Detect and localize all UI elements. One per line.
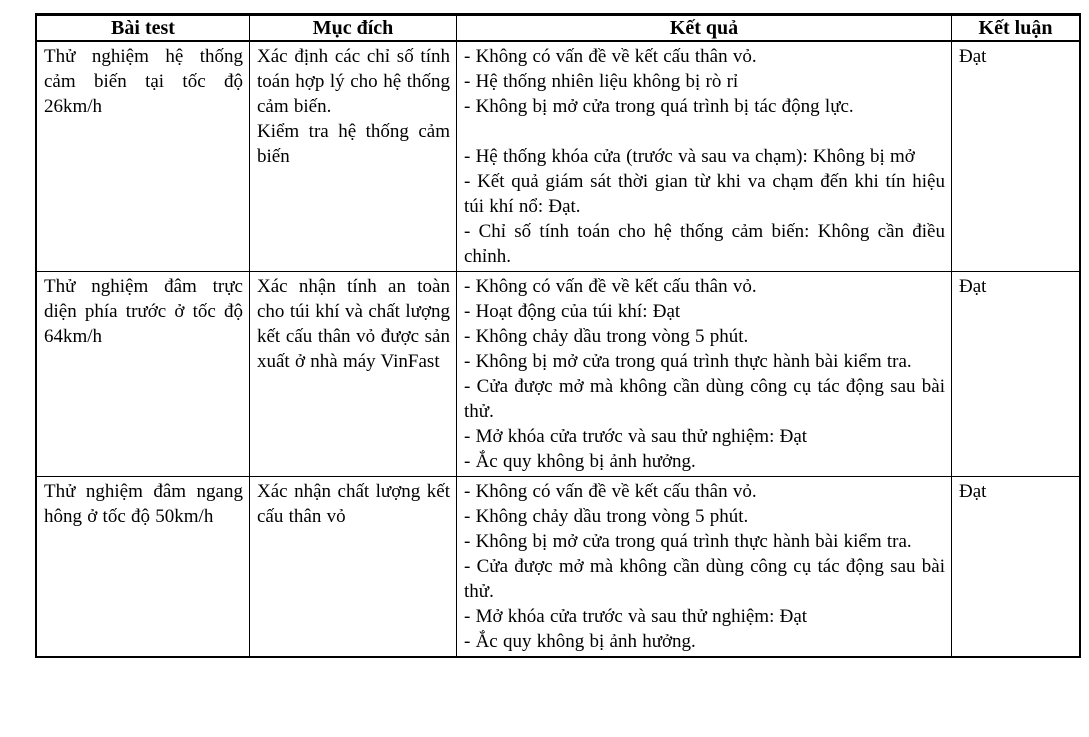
paragraph: Xác nhận tính an toàn cho túi khí và chất lượng kết cấu thân vỏ được sản xuất ở nhà máy VinFast (257, 276, 450, 372)
header-bai-test: Bài test (36, 15, 250, 42)
paragraph: Xác nhận chất lượng kết cấu thân vỏ (257, 481, 450, 527)
paragraph: - Chỉ số tính toán cho hệ thống cảm biến: Không cần điều chỉnh. (464, 221, 945, 267)
cell-bai-test (36, 272, 250, 477)
paragraph: - Ắc quy không bị ảnh hưởng. (464, 451, 696, 472)
paragraph: - Không bị mở cửa trong quá trình thực hành bài kiểm tra. (464, 351, 912, 372)
paragraph: - Hệ thống khóa cửa (trước và sau va chạm): Không bị mở (464, 146, 915, 167)
table-header (36, 15, 1080, 42)
cell-muc-dich (250, 41, 457, 272)
paragraph: - Ắc quy không bị ảnh hưởng. (464, 631, 696, 652)
header-row (36, 15, 1080, 42)
paragraph: - Mở khóa cửa trước và sau thử nghiệm: Đạt (464, 606, 808, 627)
test-results-table (35, 13, 1081, 658)
cell-ket-qua (457, 41, 952, 272)
cell-ket-qua (457, 272, 952, 477)
paragraph: - Kết quả giám sát thời gian từ khi va chạm đến khi tín hiệu túi khí nổ: Đạt. (464, 171, 945, 217)
paragraph: Thử nghiệm đâm ngang hông ở tốc độ 50km/h (44, 481, 243, 527)
cell-muc-dich (250, 272, 457, 477)
paragraph: Xác định các chỉ số tính toán hợp lý cho hệ thống cảm biến. (257, 46, 450, 117)
paragraph: - Không có vấn đề về kết cấu thân vỏ. (464, 46, 757, 67)
paragraph: - Không bị mở cửa trong quá trình bị tác động lực. (464, 96, 854, 117)
cell-ket-luan (952, 272, 1081, 477)
paragraph: Thử nghiệm hệ thống cảm biến tại tốc độ 26km/h (44, 46, 243, 117)
cell-ket-qua (457, 477, 952, 658)
document-page (0, 13, 1089, 737)
paragraph: Đạt (959, 46, 987, 67)
header-ket-luan: Kết luận (952, 15, 1081, 42)
cell-ket-luan (952, 41, 1081, 272)
cell-bai-test (36, 41, 250, 272)
paragraph: - Cửa được mở mà không cần dùng công cụ tác động sau bài thử. (464, 556, 945, 602)
table-body (36, 41, 1080, 657)
table-row (36, 272, 1080, 477)
paragraph: - Hệ thống nhiên liệu không bị rò rỉ (464, 71, 739, 92)
paragraph: - Không có vấn đề về kết cấu thân vỏ. (464, 481, 757, 502)
cell-bai-test (36, 477, 250, 658)
paragraph: Thử nghiệm đâm trực diện phía trước ở tốc độ 64km/h (44, 276, 243, 347)
table-row (36, 477, 1080, 658)
paragraph: - Hoạt động của túi khí: Đạt (464, 301, 681, 322)
cell-muc-dich (250, 477, 457, 658)
table-row (36, 41, 1080, 272)
paragraph: - Không chảy dầu trong vòng 5 phút. (464, 326, 749, 347)
paragraph: - Không có vấn đề về kết cấu thân vỏ. (464, 276, 757, 297)
blank-line (464, 119, 945, 144)
paragraph: - Không bị mở cửa trong quá trình thực hành bài kiểm tra. (464, 531, 912, 552)
cell-ket-luan (952, 477, 1081, 658)
paragraph: - Mở khóa cửa trước và sau thử nghiệm: Đạt (464, 426, 808, 447)
paragraph: - Không chảy dầu trong vòng 5 phút. (464, 506, 749, 527)
paragraph: Đạt (959, 481, 987, 502)
paragraph: Kiểm tra hệ thống cảm biến (257, 121, 450, 167)
header-ket-qua: Kết quả (457, 15, 952, 42)
header-muc-dich: Mục đích (250, 15, 457, 42)
paragraph: Đạt (959, 276, 987, 297)
paragraph: - Cửa được mở mà không cần dùng công cụ tác động sau bài thử. (464, 376, 945, 422)
